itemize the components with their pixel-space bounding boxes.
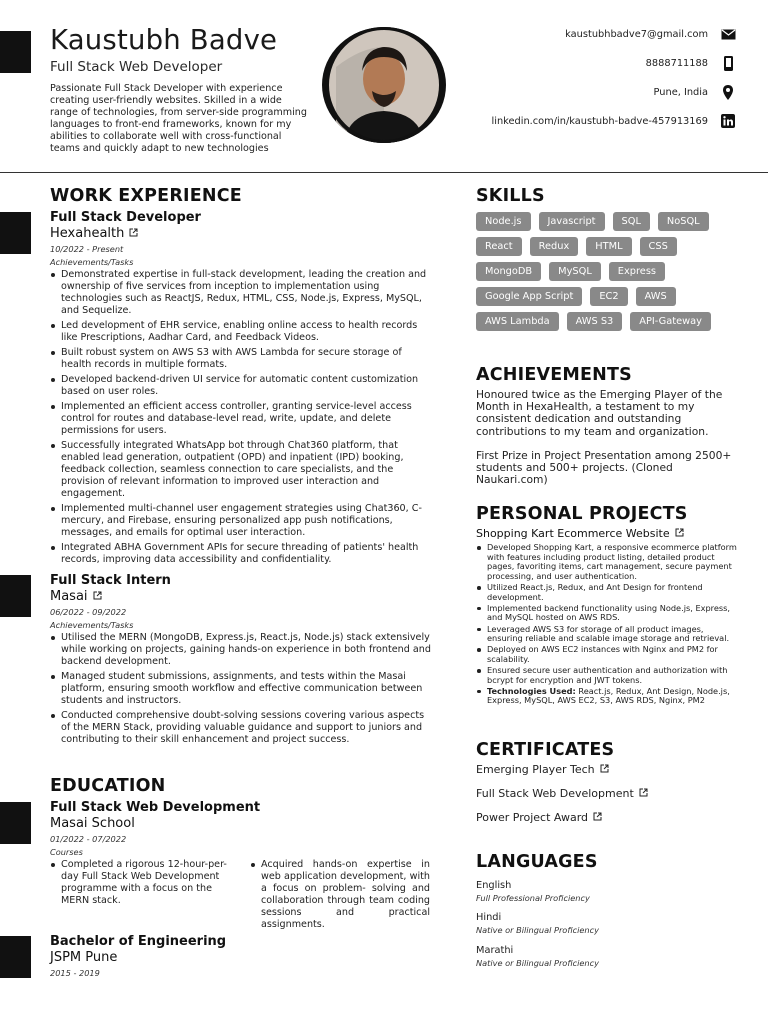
degree-title: Full Stack Web Development <box>50 800 261 815</box>
job-dates: 10/2022 - Present <box>50 244 124 254</box>
list-item: Demonstrated expertise in full-stack development, leading the creation and ownership of five services from inception to implementation using technologies such as ReactJS, Redux, HTML, CSS, Node.js, Express, MySQL, and Sequelize. <box>50 269 432 317</box>
skill-tag: API-Gateway <box>630 312 711 331</box>
project-entry <box>476 527 738 708</box>
tech-value: React.js, Redux, Ant Design, Node.js, Express, MySQL, AWS EC2, S3, AWS RDS, Nginx, PM2 <box>487 685 730 706</box>
education-dates: 01/2022 - 07/2022 <box>50 834 127 844</box>
external-link-icon[interactable] <box>600 763 609 776</box>
certificate-item[interactable] <box>476 811 602 824</box>
email-text[interactable]: kaustubhbadve7@gmail.com <box>565 28 708 40</box>
linkedin-text[interactable]: linkedin.com/in/kaustubh-badve-457913169 <box>491 115 708 127</box>
decorative-block <box>0 31 31 73</box>
company-name[interactable] <box>50 226 432 242</box>
list-item: Implemented an efficient access controller, granting service-level access control for routes and database-level read, write, update, and delete permissions for users. <box>50 401 432 437</box>
external-link-icon[interactable] <box>593 811 602 824</box>
list-item: Developed backend-driven UI service for automatic content customization based on user roles. <box>50 374 432 398</box>
education-heading: EDUCATION <box>50 776 166 796</box>
language-level: Native or Bilingual Proficiency <box>476 925 599 935</box>
skill-tag: React <box>476 237 522 256</box>
skill-tag: MySQL <box>549 262 601 281</box>
tasks-label: Achievements/Tasks <box>50 257 134 267</box>
external-link-icon[interactable] <box>675 527 684 541</box>
certificate-label[interactable]: Emerging Player Tech <box>476 763 595 776</box>
courses-columns <box>50 859 432 934</box>
mail-icon <box>720 29 736 40</box>
skill-tag: Express <box>609 262 665 281</box>
profile-summary: Passionate Full Stack Developer with experience creating user-friendly websites. Skilled in a wide range of technologies, from server-side programming languages to front-end frameworks, known for my abilities to collaborate well with cross-functional teams and quickly adapt to new technologies <box>50 83 307 154</box>
location-text: Pune, India <box>653 86 708 98</box>
linkedin-icon <box>720 114 736 128</box>
language-name: Hindi <box>476 912 502 923</box>
phone-text[interactable]: 8888711188 <box>645 57 708 69</box>
skill-tag: CSS <box>640 237 677 256</box>
decorative-block <box>0 212 31 254</box>
phone-icon <box>720 56 736 71</box>
language-level: Full Professional Proficiency <box>476 893 590 903</box>
external-link-icon[interactable] <box>639 787 648 800</box>
external-link-icon[interactable] <box>93 589 102 605</box>
list-item: Utilised the MERN (MongoDB, Express.js, React.js, Node.js) stack extensively while working on projects, gaining hands-on experience in both frontend and backend development. <box>50 632 432 668</box>
job-dates: 06/2022 - 09/2022 <box>50 607 127 617</box>
courses-label: Courses <box>50 847 83 857</box>
language-level: Native or Bilingual Proficiency <box>476 958 599 968</box>
skill-tag: Google App Script <box>476 287 582 306</box>
list-item: Developed Shopping Kart, a responsive ecommerce platform with features including product listing, detailed product pages, favoriting items, cart management, secure payment processing, and user authentication. <box>476 543 738 581</box>
certificates-heading: CERTIFICATES <box>476 740 615 760</box>
skill-tag: HTML <box>586 237 631 256</box>
skill-tag: AWS Lambda <box>476 312 559 331</box>
job-title: Full Stack Web Developer <box>50 59 223 75</box>
list-item: Managed student submissions, assignments, and tests within the Masai platform, ensuring smooth workflow and effective communication between students and instructors. <box>50 671 432 707</box>
location-icon <box>720 85 736 100</box>
skill-tag: AWS S3 <box>567 312 623 331</box>
achievements-list <box>476 389 738 486</box>
list-item: Integrated ABHA Government APIs for secure threading of patients' health records, improving data accessibility and confidentiality. <box>50 542 432 566</box>
contact-linkedin[interactable] <box>416 112 736 130</box>
skill-tag: EC2 <box>590 287 627 306</box>
skill-tag: Redux <box>530 237 579 256</box>
list-item: Implemented multi-channel user engagement strategies using Chat360, C-mercury, and Firebase, ensuring personalized app push notifications, messages, and emails for optimal user interaction. <box>50 503 432 539</box>
skill-tag: Javascript <box>539 212 605 231</box>
decorative-block <box>0 802 31 844</box>
achievements-heading: ACHIEVEMENTS <box>476 365 632 385</box>
list-item: Leveraged AWS S3 for storage of all product images, ensuring reliable and scalable image storage and retrieval. <box>476 625 738 644</box>
education-dates: 2015 - 2019 <box>50 968 100 978</box>
contact-email[interactable] <box>416 25 736 43</box>
decorative-block <box>0 575 31 617</box>
job-entry-1 <box>50 210 432 569</box>
courses-left <box>50 859 230 934</box>
education-entry-2 <box>50 934 432 980</box>
certificate-label[interactable]: Power Project Award <box>476 811 589 824</box>
list-item: Built robust system on AWS S3 with AWS Lambda for secure storage of health records in multiple formats. <box>50 347 432 371</box>
candidate-name: Kaustubh Badve <box>50 24 278 56</box>
job-bullets <box>50 269 432 566</box>
projects-heading: PERSONAL PROJECTS <box>476 504 688 524</box>
tech-label: Technologies Used: <box>487 685 576 696</box>
certificate-item[interactable] <box>476 763 609 776</box>
skill-tag: MongoDB <box>476 262 541 281</box>
certificate-label[interactable]: Full Stack Web Development <box>476 787 634 800</box>
list-item: Conducted comprehensive doubt-solving sessions covering various aspects of the MERN Stack, providing valuable guidance and support to juniors and contributing to their skill enhancement and project success. <box>50 710 432 746</box>
decorative-block <box>0 936 31 978</box>
company-label[interactable]: Hexahealth <box>50 226 125 241</box>
work-experience-heading: WORK EXPERIENCE <box>50 186 242 206</box>
list-item: Acquired hands-on expertise in web application development, with a focus on problem- solving and collaboration through team coding sessions and practical assignments. <box>250 859 430 930</box>
job-role: Full Stack Intern <box>50 573 171 588</box>
project-title[interactable] <box>476 527 738 541</box>
achievement-item: First Prize in Project Presentation among 2500+ students and 500+ projects. (Cloned Naukari.com) <box>476 448 732 487</box>
language-name: English <box>476 880 512 891</box>
tasks-label: Achievements/Tasks <box>50 620 134 630</box>
contact-location <box>416 83 736 101</box>
skill-tag: NoSQL <box>658 212 709 231</box>
list-item: Successfully integrated WhatsApp bot through Chat360 platform, that enabled lead generation, outpatient (OPD) and inpatient (IPD) booking, feedback collection, seamless connection to care specialists, and the provision of relevant information to improved user interaction and engagement. <box>50 440 432 500</box>
skill-tag: SQL <box>613 212 650 231</box>
achievement-item: Honoured twice as the Emerging Player of the Month in HexaHealth, a testament to my consistent dedication and outstanding contributions to my team and organization. <box>476 388 723 438</box>
skill-tags <box>476 212 736 331</box>
project-title-label[interactable]: Shopping Kart Ecommerce Website <box>476 527 670 540</box>
company-label[interactable]: Masai <box>50 589 88 604</box>
school-name: Masai School <box>50 816 135 831</box>
list-item: Led development of EHR service, enabling online access to health records like Prescriptions, Aadhar Card, and Feedback Videos. <box>50 320 432 344</box>
list-item: Ensured secure user authentication and authorization with bcrypt for encryption and JWT tokens. <box>476 666 738 685</box>
contact-phone[interactable] <box>416 54 736 72</box>
list-item: Implemented backend functionality using Node.js, Express, and MySQL hosted on AWS RDS. <box>476 604 738 623</box>
list-item: Utilized React.js, Redux, and Ant Design for frontend development. <box>476 583 738 602</box>
job-role: Full Stack Developer <box>50 210 201 225</box>
school-name: JSPM Pune <box>50 950 118 965</box>
list-item: Deployed on AWS EC2 instances with Nginx and PM2 for scalability. <box>476 645 738 664</box>
courses-right <box>250 859 430 934</box>
skills-heading: SKILLS <box>476 186 545 206</box>
education-entry-1 <box>50 800 432 934</box>
list-item <box>476 687 738 706</box>
certificate-item[interactable] <box>476 787 648 800</box>
language-name: Marathi <box>476 945 514 956</box>
job-bullets <box>50 632 432 746</box>
skill-tag: Node.js <box>476 212 531 231</box>
external-link-icon[interactable] <box>129 226 138 242</box>
degree-title: Bachelor of Engineering <box>50 934 227 949</box>
languages-heading: LANGUAGES <box>476 852 598 872</box>
company-name[interactable] <box>50 589 432 605</box>
job-entry-2 <box>50 573 432 749</box>
skill-tag: AWS <box>636 287 676 306</box>
list-item: Completed a rigorous 12-hour-per-day Full Stack Web Development programme with a focus on the MERN stack. <box>50 859 230 907</box>
header-divider <box>0 172 768 173</box>
project-bullets <box>476 543 738 706</box>
